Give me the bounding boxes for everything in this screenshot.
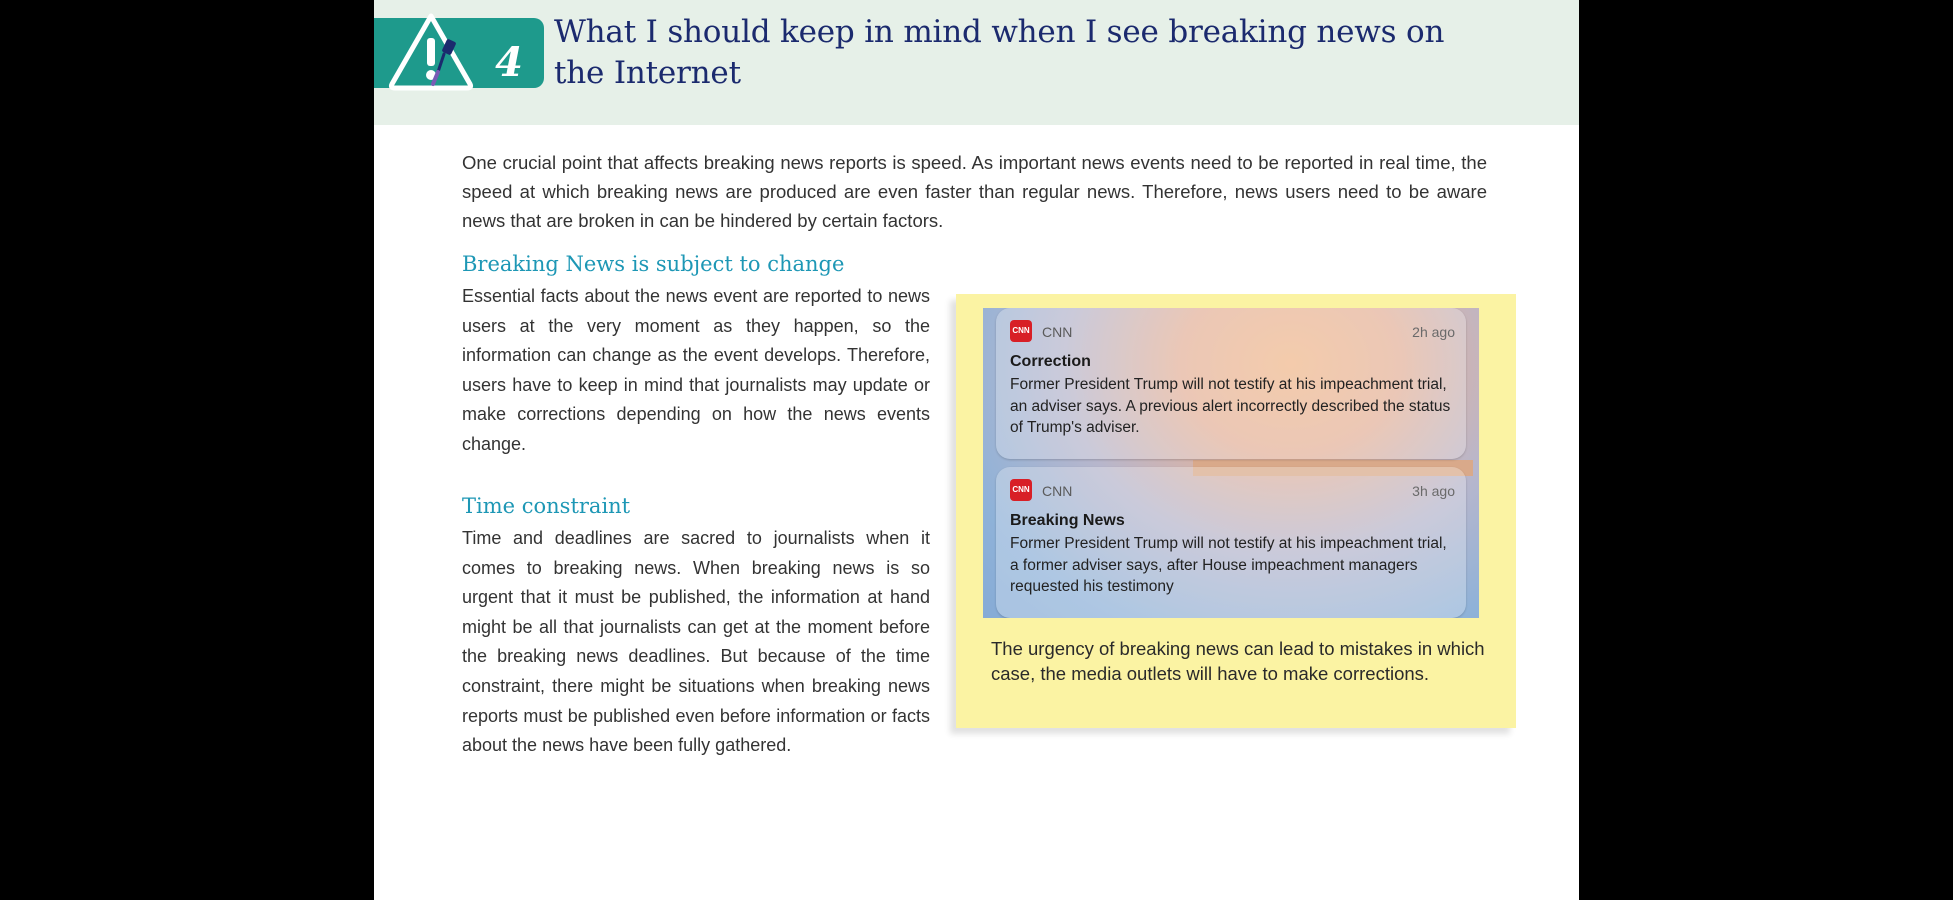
notification-time: 2h ago: [1412, 324, 1455, 340]
notification-title: Breaking News: [1010, 512, 1125, 529]
warning-triangle-icon: [386, 10, 476, 94]
notification-text: Former President Trump will not testify at his impeachment trial, an adviser says. A previous alert incorrectly described the status of Trump's adviser.: [1010, 376, 1451, 436]
notification-app-name: CNN: [1042, 324, 1073, 340]
subheading-breaking-news-change: Breaking News is subject to change: [462, 252, 845, 276]
notification-card-breaking-news: [996, 467, 1466, 618]
figure-box: [956, 294, 1516, 728]
figure-caption: The urgency of breaking news can lead to mistakes in which case, the media outlets will have to make corrections.: [991, 638, 1485, 684]
cnn-logo-icon: CNN: [1010, 479, 1032, 501]
section-number: 4: [495, 39, 523, 86]
section-header: [374, 0, 1579, 125]
notification-header: [1010, 479, 1455, 503]
cnn-logo-icon: CNN: [1010, 320, 1032, 342]
paragraph-breaking-news-change: Essential facts about the news event are reported to news users at the very moment as they happen, so the information can change as the event develops. Therefore, users have to keep in mind that journalists may update or make corrections depending on how the news events change.: [462, 286, 930, 454]
document-page: [374, 0, 1579, 900]
notification-time: 3h ago: [1412, 483, 1455, 499]
notification-title: Correction: [1010, 353, 1091, 370]
notification-text: Former President Trump will not testify at his impeachment trial, a former adviser says, after House impeachment managers requested his testimony: [1010, 535, 1447, 595]
notification-header: [1010, 320, 1455, 344]
notification-card-correction: [996, 308, 1466, 459]
paragraph-time-constraint: Time and deadlines are sacred to journalists when it comes to breaking news. When breaking news is so urgent that it must be published, the information at hand might be all that journalists can get at the moment before the breaking news deadlines. But because of the time constraint, there might be situations when breaking news reports must be published even before information or facts about the news have been fully gathered.: [462, 528, 930, 756]
intro-paragraph: One crucial point that affects breaking news reports is speed. As important news events need to be reported in real time, the speed at which breaking news are produced are even faster than regular news. Therefore, news users need to be aware news that are broken in can be hindered by certain factors.: [462, 152, 1487, 231]
notification-app-name: CNN: [1042, 483, 1073, 499]
subheading-time-constraint: Time constraint: [462, 494, 631, 518]
notification-screenshot: [983, 308, 1479, 618]
section-title: What I should keep in mind when I see breaking news on the Internet: [554, 14, 1445, 91]
